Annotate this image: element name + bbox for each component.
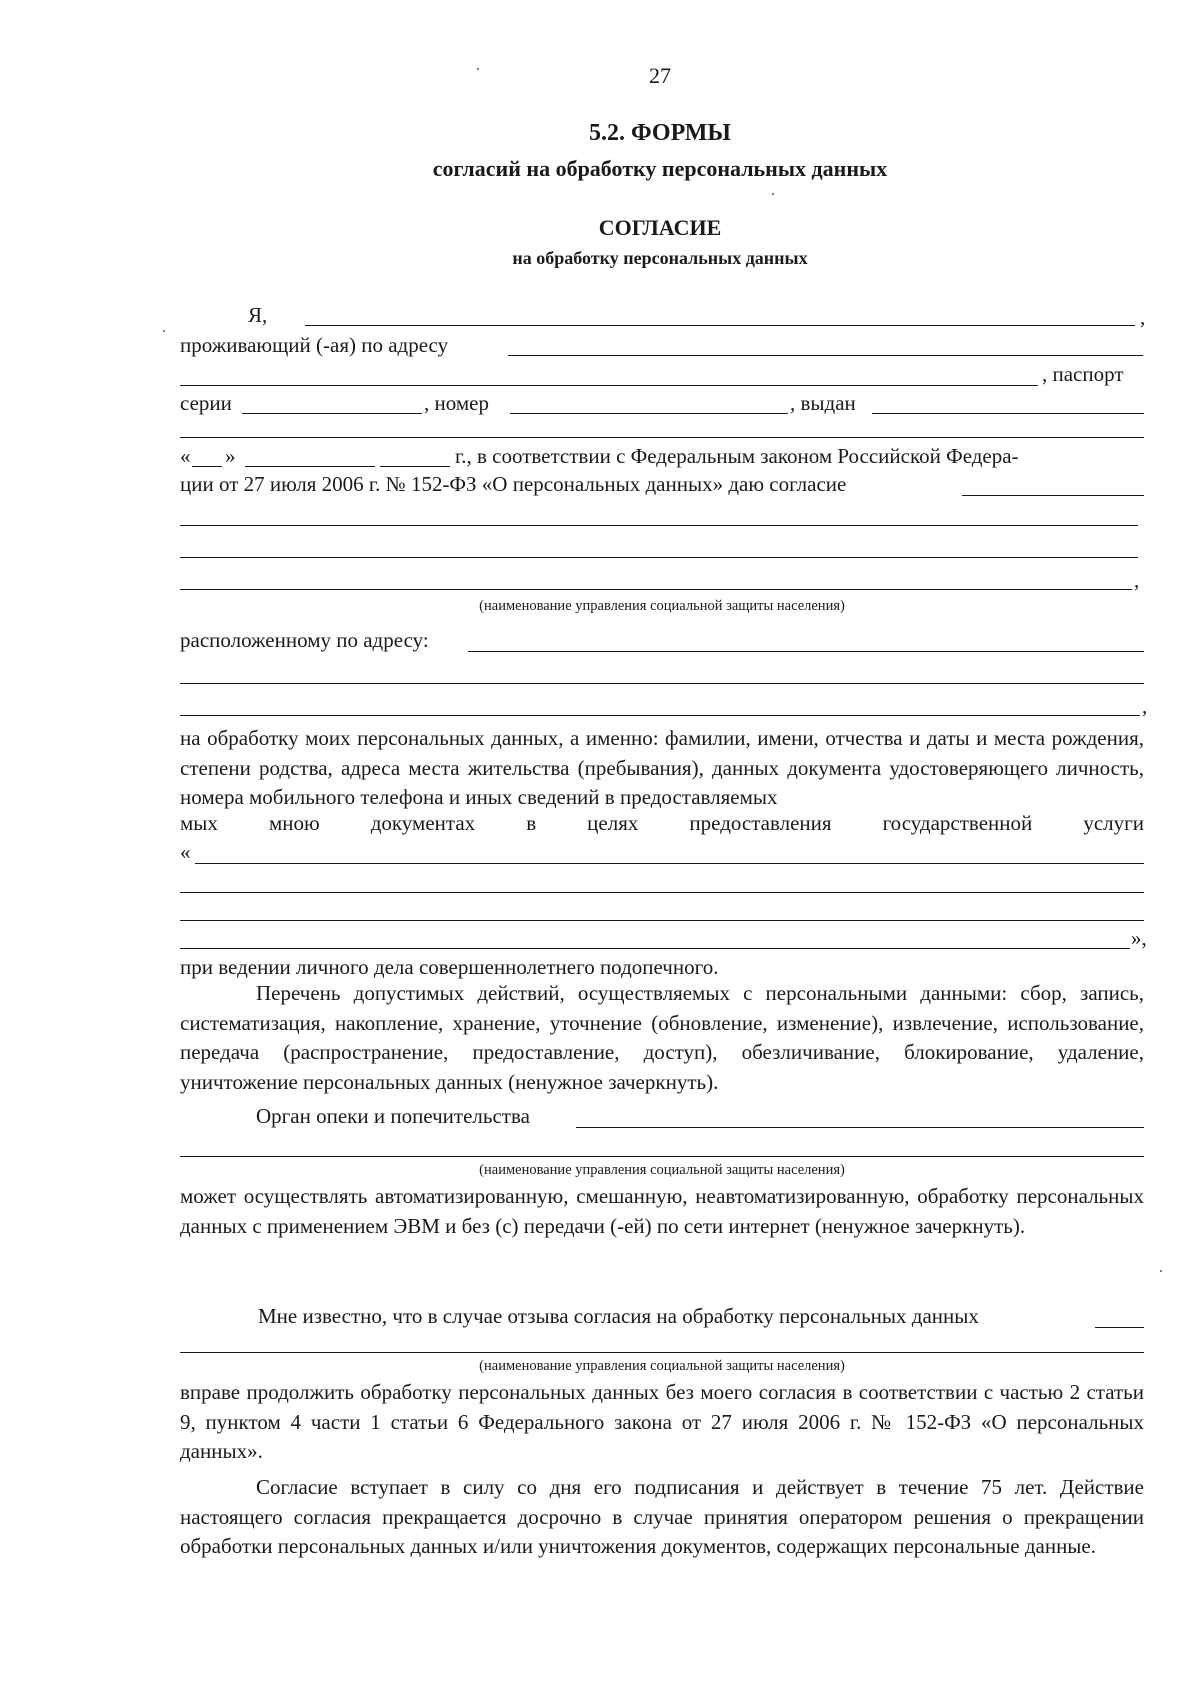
scan-speck xyxy=(477,68,479,70)
service-quote-open: « xyxy=(180,840,191,864)
service-quote-close: », xyxy=(1131,926,1147,950)
series-field-line[interactable] xyxy=(242,413,422,414)
law-line-1: г., в соответствии с Федеральным законом Российской Федера- xyxy=(455,444,1019,468)
section-subtitle: согласий на обработку персональных данных xyxy=(432,156,888,181)
service-field-line-4[interactable] xyxy=(180,948,1130,949)
located-field-line-3[interactable] xyxy=(180,715,1140,716)
address-label: проживающий (-ая) по адресу xyxy=(180,333,449,357)
scan-speck xyxy=(772,193,774,195)
automation-paragraph xyxy=(180,1182,1144,1241)
series-label: серии xyxy=(180,391,232,415)
date-quote-close: » xyxy=(225,444,236,468)
date-quote-open: « xyxy=(180,444,191,468)
processing-text: на обработку моих персональных данных, а именно: фамилии, имени, отчества и даты и места рождения, степени родства, адреса места жительства (пребывания), данных документа удостоверяющего личность, номера мобильного телефона и иных сведений в предоставляемых xyxy=(180,726,1144,809)
service-field-line-1[interactable] xyxy=(195,863,1144,864)
fullname-comma: , xyxy=(1140,305,1146,329)
ward-text: при ведении личного дела совершеннолетнего подопечного. xyxy=(180,955,719,979)
service-row xyxy=(180,811,1144,836)
continue-text: вправе продолжить обработку персональных данных без моего согласия в соответствии с частью 2 статьи 9, пунктом 4 части 1 статьи 6 Федерального закона от 27 июля 2006 г. № 152-ФЗ «О персональных данных». xyxy=(180,1380,1144,1463)
fullname-field-line[interactable] xyxy=(305,325,1135,326)
validity-text: Согласие вступает в силу со дня его подписания и действует в течение 75 лет. Действие настоящего согласия прекращается досрочно в случае принятия оператором решения о прекращении обработки персональных данных и/или уничтожения документов, содержащих персональные данные. xyxy=(180,1475,1144,1558)
service-word: мною xyxy=(268,811,320,835)
scan-speck xyxy=(163,330,165,332)
day-field-line[interactable] xyxy=(192,466,222,467)
issued-label: , выдан xyxy=(790,391,856,415)
automation-text: может осуществлять автоматизированную, смешанную, неавтоматизированную, обработку персональных данных с применением ЭВМ и без (с) передачи (-ей) по сети интернет (ненужное зачеркнуть). xyxy=(180,1184,1144,1238)
service-word: услуги xyxy=(1083,811,1144,835)
revocation-caption: (наименование управления социальной защиты населения) xyxy=(479,1358,845,1374)
located-comma: , xyxy=(1142,694,1148,718)
service-word: государственной xyxy=(882,811,1033,835)
organization-comma: , xyxy=(1134,568,1140,592)
issued-field-line-2[interactable] xyxy=(180,437,1144,438)
revocation-text: Мне известно, что в случае отзыва согласия на обработку персональных данных xyxy=(258,1304,979,1328)
guardianship-field-line[interactable] xyxy=(576,1127,1144,1128)
guardianship-caption: (наименование управления социальной защиты населения) xyxy=(479,1162,845,1178)
law-line-2: ции от 27 июля 2006 г. № 152-ФЗ «О персональных данных» даю согласие xyxy=(180,472,847,496)
organization-line-1[interactable] xyxy=(180,525,1138,526)
ya-label: Я, xyxy=(248,303,268,327)
service-field-line-2[interactable] xyxy=(180,892,1144,893)
document-title: СОГЛАСИЕ xyxy=(598,215,722,240)
revocation-field-line[interactable] xyxy=(1095,1327,1144,1328)
located-field-line-2[interactable] xyxy=(180,683,1144,684)
service-word: целях xyxy=(587,811,639,835)
revocation-field-line-2[interactable] xyxy=(180,1352,1144,1353)
guardianship-field-line-2[interactable] xyxy=(180,1156,1144,1157)
located-label: расположенному по адресу: xyxy=(180,628,429,652)
passport-label: , паспорт xyxy=(1042,362,1124,386)
organization-line-3[interactable] xyxy=(180,589,1132,590)
page-number: 27 xyxy=(649,63,671,88)
document-subtitle: на обработку персональных данных xyxy=(512,248,808,268)
actions-paragraph xyxy=(180,979,1144,1097)
year-field-line[interactable] xyxy=(380,466,450,467)
consent-to-field-line[interactable] xyxy=(962,495,1144,496)
service-word: мых xyxy=(180,811,218,835)
processing-paragraph xyxy=(180,724,1144,814)
organization-line-2[interactable] xyxy=(180,557,1138,558)
validity-paragraph xyxy=(180,1473,1144,1562)
number-label: , номер xyxy=(424,391,489,415)
organization-caption: (наименование управления социальной защиты населения) xyxy=(479,598,845,614)
service-word: в xyxy=(526,811,537,835)
address-field-line[interactable] xyxy=(508,355,1143,356)
month-field-line[interactable] xyxy=(245,466,375,467)
issued-field-line[interactable] xyxy=(872,413,1144,414)
actions-text: Перечень допустимых действий, осуществляемых с персональными данными: сбор, запись, систематизация, накопление, хранение, уточнение (обновление, изменение), извлечение, использование, передача (распространение, предоставление, доступ), обезличивание, блокирование, удаление, уничтожение персональных данных (ненужное зачеркнуть). xyxy=(180,981,1144,1094)
service-word: предоставления xyxy=(689,811,832,835)
number-field-line[interactable] xyxy=(510,413,788,414)
address-field-line-2[interactable] xyxy=(180,385,1038,386)
continue-paragraph xyxy=(180,1378,1144,1467)
located-field-line[interactable] xyxy=(468,651,1144,652)
service-word: документах xyxy=(370,811,476,835)
section-title: 5.2. ФОРМЫ xyxy=(589,120,731,146)
service-field-line-3[interactable] xyxy=(180,920,1144,921)
scan-speck xyxy=(1160,1270,1162,1272)
guardianship-label: Орган опеки и попечительства xyxy=(256,1104,530,1128)
